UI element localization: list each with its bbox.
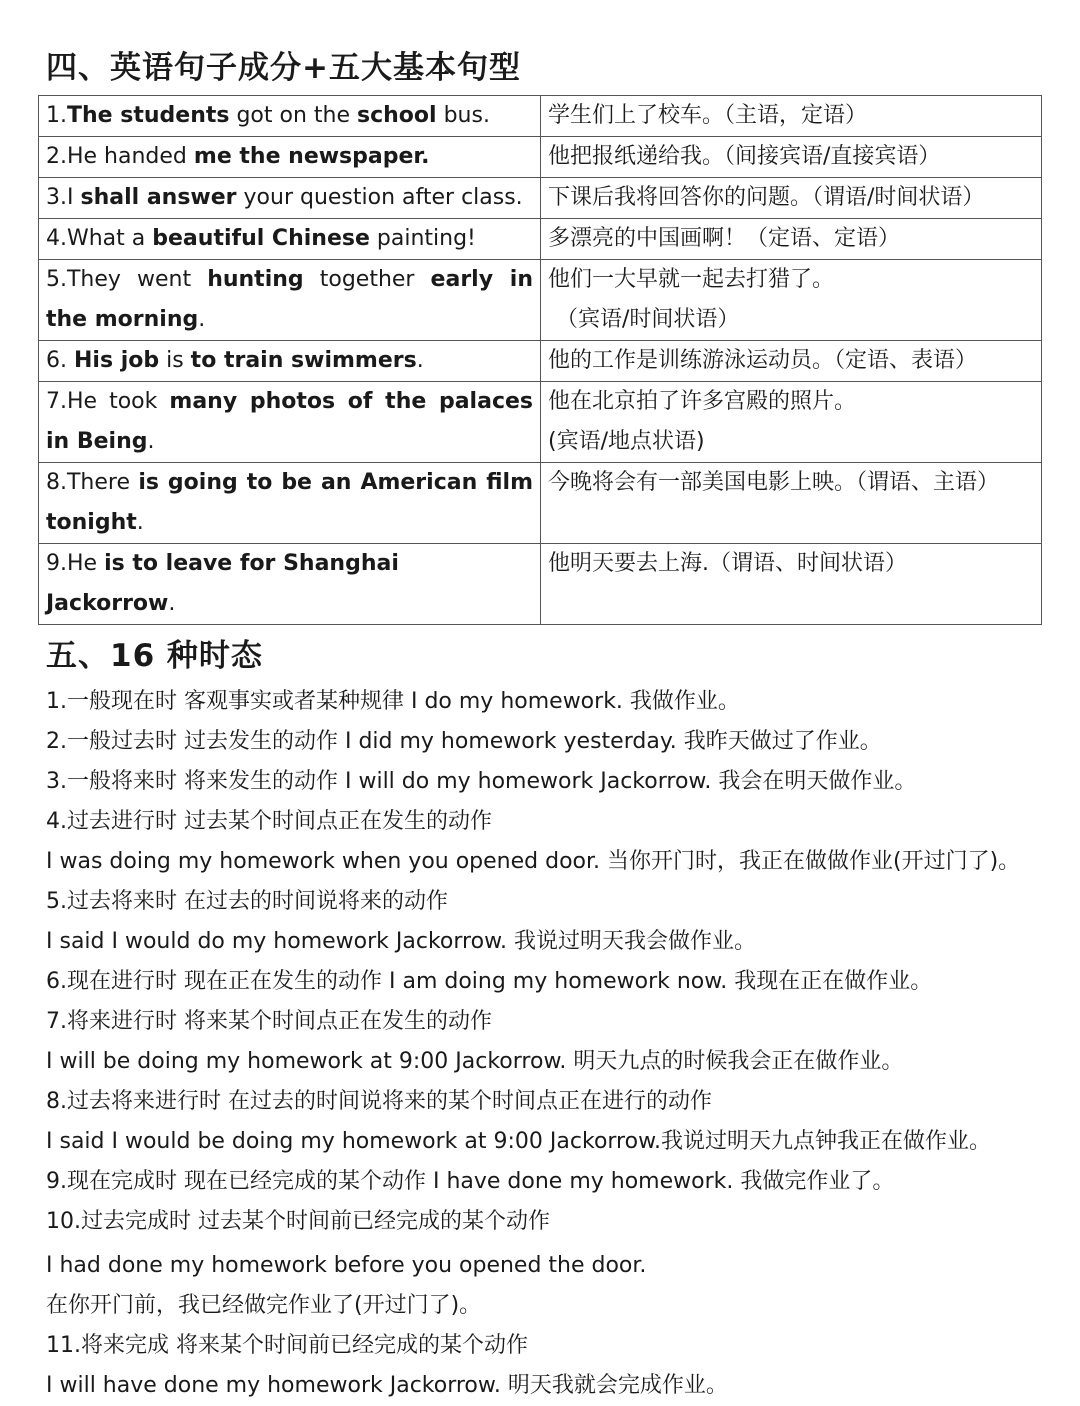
highlighted-component: many photos of the palaces in Being <box>46 389 534 454</box>
highlighted-component: school <box>357 103 437 128</box>
chinese-translation-cell <box>541 137 1042 178</box>
tense-line: 4.过去进行时 过去某个时间点正在发生的动作 <box>46 809 492 834</box>
english-sentence-cell <box>39 96 541 137</box>
highlighted-component: is to leave for Shanghai Jackorrow <box>46 551 399 616</box>
tense-line: 2.一般过去时 过去发生的动作 I did my homework yesterday. 我昨天做过了作业。 <box>46 729 882 754</box>
tense-list <box>46 682 1020 1406</box>
tense-line: I had done my homework before you opened the door. <box>46 1253 647 1278</box>
english-sentence-cell <box>39 260 541 341</box>
sentence-text: 9.He <box>46 551 105 576</box>
tense-line: 1.一般现在时 客观事实或者某种规律 I do my homework. 我做作业。 <box>46 689 740 714</box>
tense-line: I will have done my homework Jackorrow. 明天我就会完成作业。 <box>46 1373 728 1398</box>
highlighted-component: shall answer <box>80 185 237 210</box>
sentence-text: together <box>303 267 431 292</box>
highlighted-component: me the newspaper. <box>193 144 430 169</box>
tense-line: 8.过去将来进行时 在过去的时间说将来的某个时间点正在进行的动作 <box>46 1089 712 1114</box>
table-row <box>39 544 1042 625</box>
sentence-text: 5.They went <box>46 267 208 292</box>
sentence-text: 2.He handed <box>46 144 194 169</box>
sentence-text: bus. <box>436 103 490 128</box>
translation-line: （宾语/时间状语） <box>556 307 740 332</box>
sentence-text: painting! <box>369 226 476 251</box>
sentence-text: 3.I <box>46 185 81 210</box>
highlighted-component: is going to be an American film tonight <box>46 470 533 535</box>
sentence-text: . <box>147 429 155 454</box>
translation-line: 他明天要去上海.（谓语、时间状语） <box>548 551 907 576</box>
translation-line: 多漂亮的中国画啊！（定语、定语） <box>548 226 901 251</box>
highlighted-component: The students <box>67 103 230 128</box>
table-row <box>39 96 1042 137</box>
sentence-text: 4.What a <box>46 226 153 251</box>
chinese-translation-cell <box>541 219 1042 260</box>
sentence-text: your question after class. <box>236 185 523 210</box>
translation-line: 他在北京拍了许多宫殿的照片。 <box>548 389 857 414</box>
chinese-translation-cell <box>541 96 1042 137</box>
chinese-translation-cell <box>541 260 1042 341</box>
translation-line: 下课后我将回答你的问题。（谓语/时间状语） <box>548 185 985 210</box>
table-row <box>39 260 1042 341</box>
english-sentence-cell <box>39 341 541 382</box>
tense-line: 11.将来完成 将来某个时间前已经完成的某个动作 <box>46 1333 528 1358</box>
table-row <box>39 341 1042 382</box>
chinese-translation-cell <box>541 544 1042 625</box>
tense-line: 3.一般将来时 将来发生的动作 I will do my homework Jackorrow. 我会在明天做作业。 <box>46 769 917 794</box>
english-sentence-cell <box>39 544 541 625</box>
english-sentence-cell <box>39 463 541 544</box>
highlighted-component: beautiful Chinese <box>152 226 370 251</box>
english-sentence-cell <box>39 137 541 178</box>
english-sentence-cell <box>39 219 541 260</box>
table-row <box>39 463 1042 544</box>
chinese-translation-cell <box>541 463 1042 544</box>
table-row <box>39 382 1042 463</box>
tense-line: 6.现在进行时 现在正在发生的动作 I am doing my homework now. 我现在正在做作业。 <box>46 969 933 994</box>
english-sentence-cell <box>39 178 541 219</box>
highlighted-component: to train swimmers <box>190 348 417 373</box>
sentence-text: 7.He took <box>46 389 170 414</box>
section-5-title: 五、16 种时态 <box>46 638 263 674</box>
sentence-text: . <box>416 348 424 373</box>
tense-line: I will be doing my homework at 9:00 Jackorrow. 明天九点的时候我会正在做作业。 <box>46 1049 904 1074</box>
tense-line: I was doing my homework when you opened door. 当你开门时，我正在做做作业(开过门了)。 <box>46 849 1021 874</box>
highlighted-component: hunting <box>207 267 304 292</box>
translation-line: 他把报纸递给我。（间接宾语/直接宾语） <box>548 144 941 169</box>
sentence-text: . <box>198 307 206 332</box>
tense-line: I said I would be doing my homework at 9:00 Jackorrow.我说过明天九点钟我正在做作业。 <box>46 1129 992 1154</box>
table-row <box>39 137 1042 178</box>
translation-line: 他的工作是训练游泳运动员。（定语、表语） <box>548 348 978 373</box>
chinese-translation-cell <box>541 341 1042 382</box>
translation-line: 今晚将会有一部美国电影上映。（谓语、主语） <box>548 470 1000 495</box>
highlighted-component: early in the morning <box>46 267 533 332</box>
chinese-translation-cell <box>541 382 1042 463</box>
sentence-component-table <box>38 95 1042 625</box>
sentence-text: is <box>159 348 191 373</box>
sentence-text: 1. <box>46 103 67 128</box>
section-4-title: 四、英语句子成分+五大基本句型 <box>46 50 521 86</box>
english-sentence-cell <box>39 382 541 463</box>
sentence-text: got on the <box>229 103 357 128</box>
sentence-text: . <box>168 591 176 616</box>
tense-line: 在你开门前，我已经做完作业了(开过门了)。 <box>46 1293 482 1318</box>
sentence-text: 8.There <box>46 470 139 495</box>
table-row <box>39 178 1042 219</box>
tense-line: 10.过去完成时 过去某个时间前已经完成的某个动作 <box>46 1209 550 1234</box>
tense-line: 9.现在完成时 现在已经完成的某个动作 I have done my homework. 我做完作业了。 <box>46 1169 895 1194</box>
highlighted-component: His job <box>73 348 160 373</box>
translation-line: 他们一大早就一起去打猎了。 <box>548 267 835 292</box>
sentence-text: . <box>136 510 144 535</box>
sentence-text: 6. <box>46 348 74 373</box>
tense-line: I said I would do my homework Jackorrow. 我说过明天我会做作业。 <box>46 929 757 954</box>
translation-line: 学生们上了校车。（主语，定语） <box>548 103 868 128</box>
chinese-translation-cell <box>541 178 1042 219</box>
translation-line: (宾语/地点状语) <box>548 429 705 454</box>
tense-line: 7.将来进行时 将来某个时间点正在发生的动作 <box>46 1009 492 1034</box>
table-row <box>39 219 1042 260</box>
tense-line: 5.过去将来时 在过去的时间说将来的动作 <box>46 889 448 914</box>
